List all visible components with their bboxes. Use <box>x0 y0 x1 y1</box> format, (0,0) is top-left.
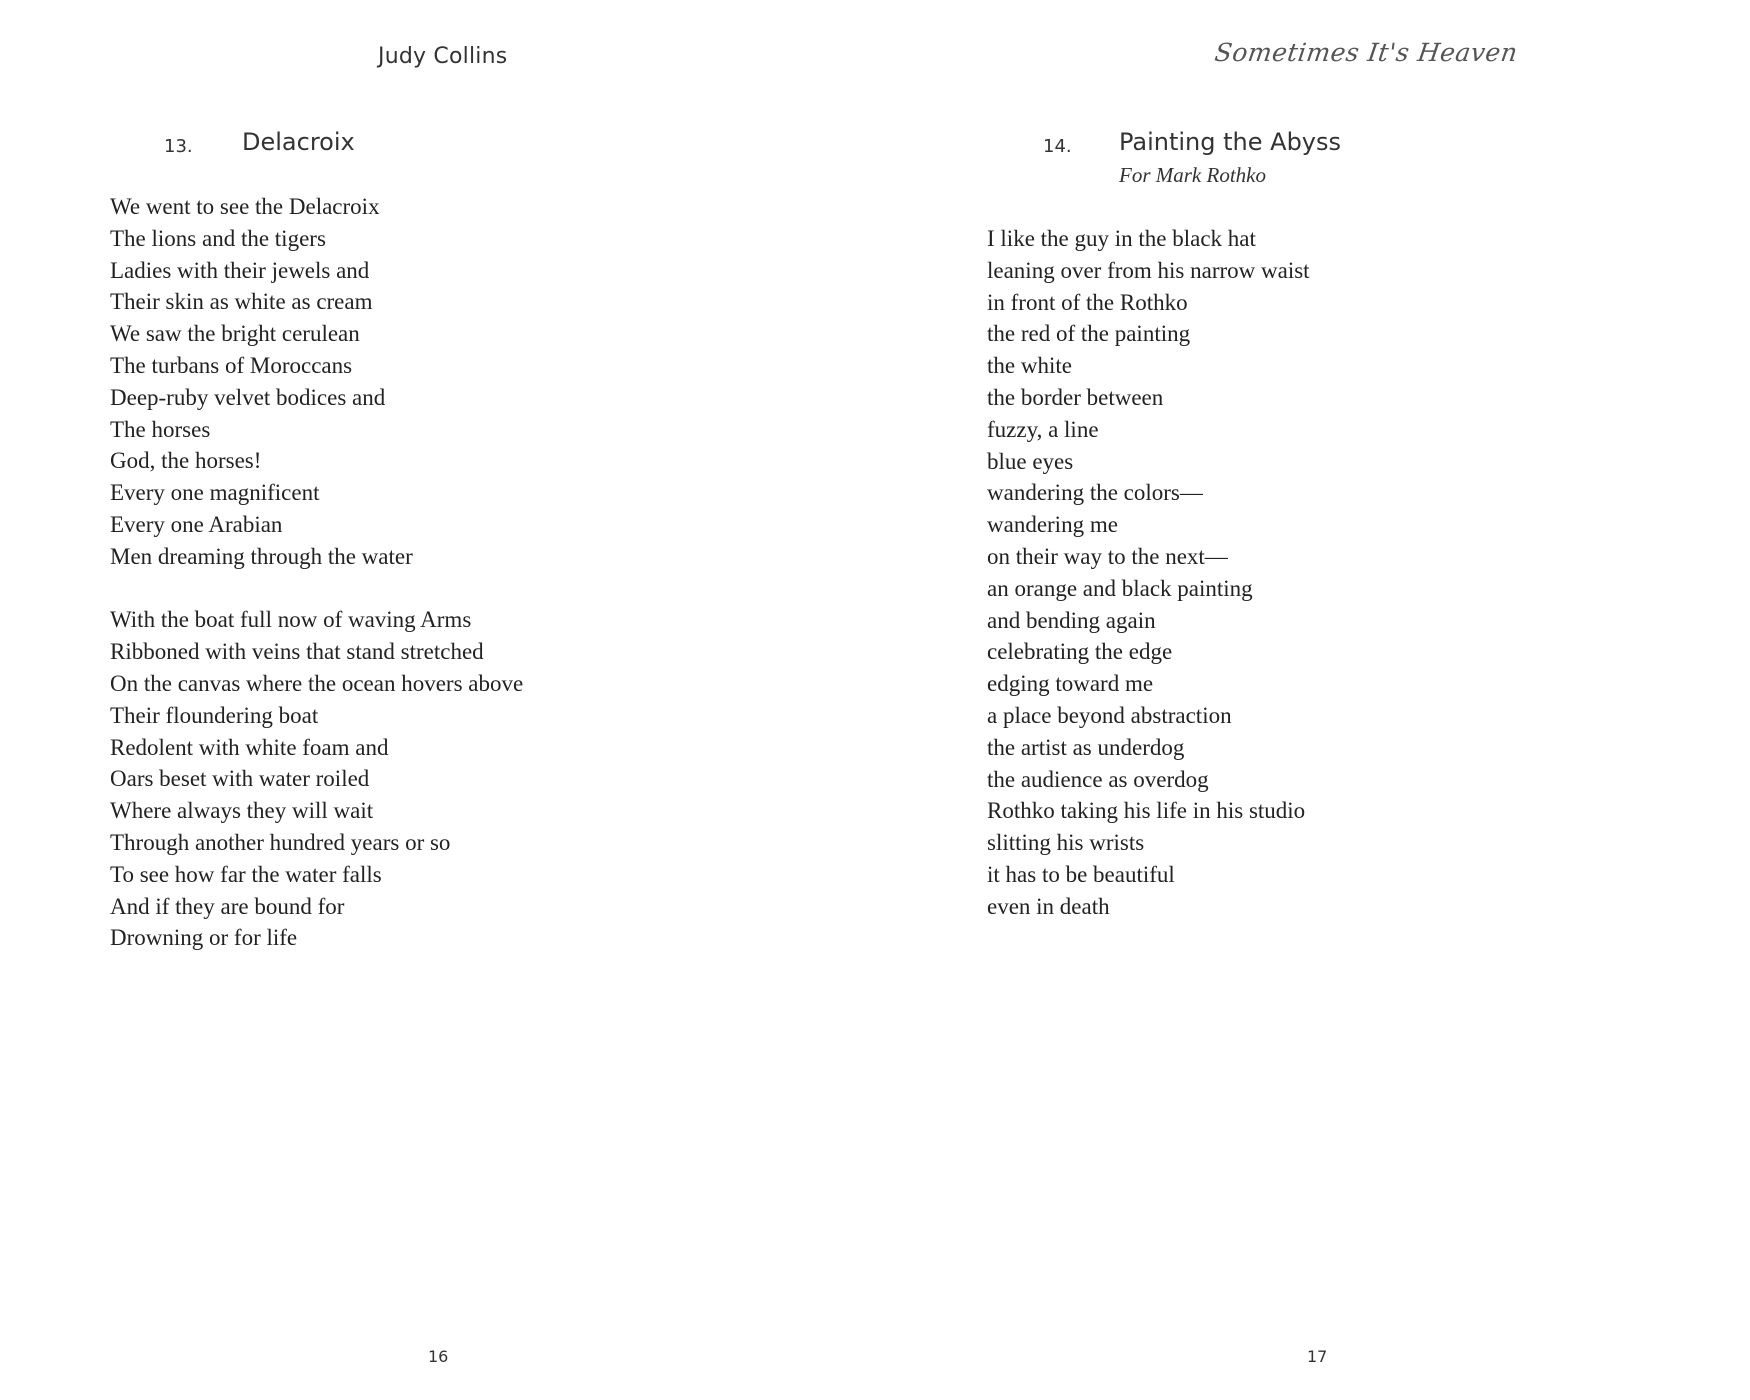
poem-line: wandering me <box>987 512 1118 538</box>
poem-line: Where always they will wait <box>110 798 374 824</box>
poem-line: celebrating the edge <box>987 639 1173 665</box>
poem-line: To see how far the water falls <box>110 861 382 887</box>
poem-line: Oars beset with water roiled <box>110 766 370 792</box>
right-page <box>875 0 1750 1400</box>
poem-line: The lions and the tigers <box>110 225 326 251</box>
poem-line: Men dreaming through the water <box>110 543 413 569</box>
poem-line: the border between <box>987 384 1164 410</box>
poem-body <box>987 223 1310 954</box>
running-header-author: Judy Collins <box>378 44 508 69</box>
poem-body <box>110 191 523 986</box>
poem-line: We saw the bright cerulean <box>110 321 360 347</box>
poem-line: Drowning or for life <box>110 925 298 951</box>
poem-line: on their way to the next— <box>987 543 1228 569</box>
poem-line: leaning over from his narrow waist <box>987 257 1310 283</box>
poem-line: the audience as overdog <box>987 766 1209 792</box>
poem-line: We went to see the Delacroix <box>110 194 380 219</box>
poem-line: I like the guy in the black hat <box>987 226 1256 251</box>
poem-line: wandering the colors— <box>987 480 1203 506</box>
poem-line: With the boat full now of waving Arms <box>110 607 472 633</box>
poem-line: Every one magnificent <box>110 480 320 506</box>
page-number: 16 <box>428 1347 449 1366</box>
stanza <box>987 223 1310 923</box>
poem-line: Every one Arabian <box>110 511 283 537</box>
poem-line: On the canvas where the ocean hovers above <box>110 670 524 696</box>
poem-line: The turbans of Moroccans <box>110 352 353 378</box>
poem-line: Ladies with their jewels and <box>110 257 370 283</box>
poem-line: Their floundering boat <box>110 702 319 728</box>
poem-title: Delacroix <box>242 128 355 156</box>
poem-line: an orange and black painting <box>987 575 1253 601</box>
poem-line: Redolent with white foam and <box>110 734 389 760</box>
poem-line: blue eyes <box>987 448 1074 474</box>
poem-line: it has to be beautiful <box>987 861 1175 887</box>
poem-line: And if they are bound for <box>110 893 345 919</box>
poem-line: God, the horses! <box>110 448 262 474</box>
stanza <box>110 191 523 573</box>
poem-dedication: For Mark Rothko <box>1119 163 1266 187</box>
poem-line: a place beyond abstraction <box>987 702 1232 728</box>
poem-line: Rothko taking his life in his studio <box>987 798 1306 824</box>
poem-line: The horses <box>110 416 211 442</box>
poem-line: the white <box>987 353 1072 379</box>
poem-title: Painting the Abyss <box>1119 128 1342 156</box>
poem-line: the artist as underdog <box>987 734 1185 760</box>
poem-line: Their skin as white as cream <box>110 289 373 315</box>
poem-line: Deep-ruby velvet bodices and <box>110 384 386 410</box>
book-title-logo: Sometimes It's Heaven <box>1212 38 1520 67</box>
poem-number: 14. <box>1043 136 1072 157</box>
stanza <box>110 604 523 954</box>
poem-number: 13. <box>164 136 193 157</box>
poem-line: even in death <box>987 893 1110 919</box>
poem-line: Through another hundred years or so <box>110 829 451 855</box>
poem-line: Ribboned with veins that stand stretched <box>110 639 484 665</box>
poem-line: slitting his wrists <box>987 830 1145 856</box>
poem-line: fuzzy, a line <box>987 416 1099 442</box>
poem-line: in front of the Rothko <box>987 289 1188 315</box>
page-number: 17 <box>1307 1347 1328 1366</box>
poem-line: and bending again <box>987 607 1156 633</box>
poem-line: edging toward me <box>987 671 1154 697</box>
poem-line: the red of the painting <box>987 321 1191 347</box>
